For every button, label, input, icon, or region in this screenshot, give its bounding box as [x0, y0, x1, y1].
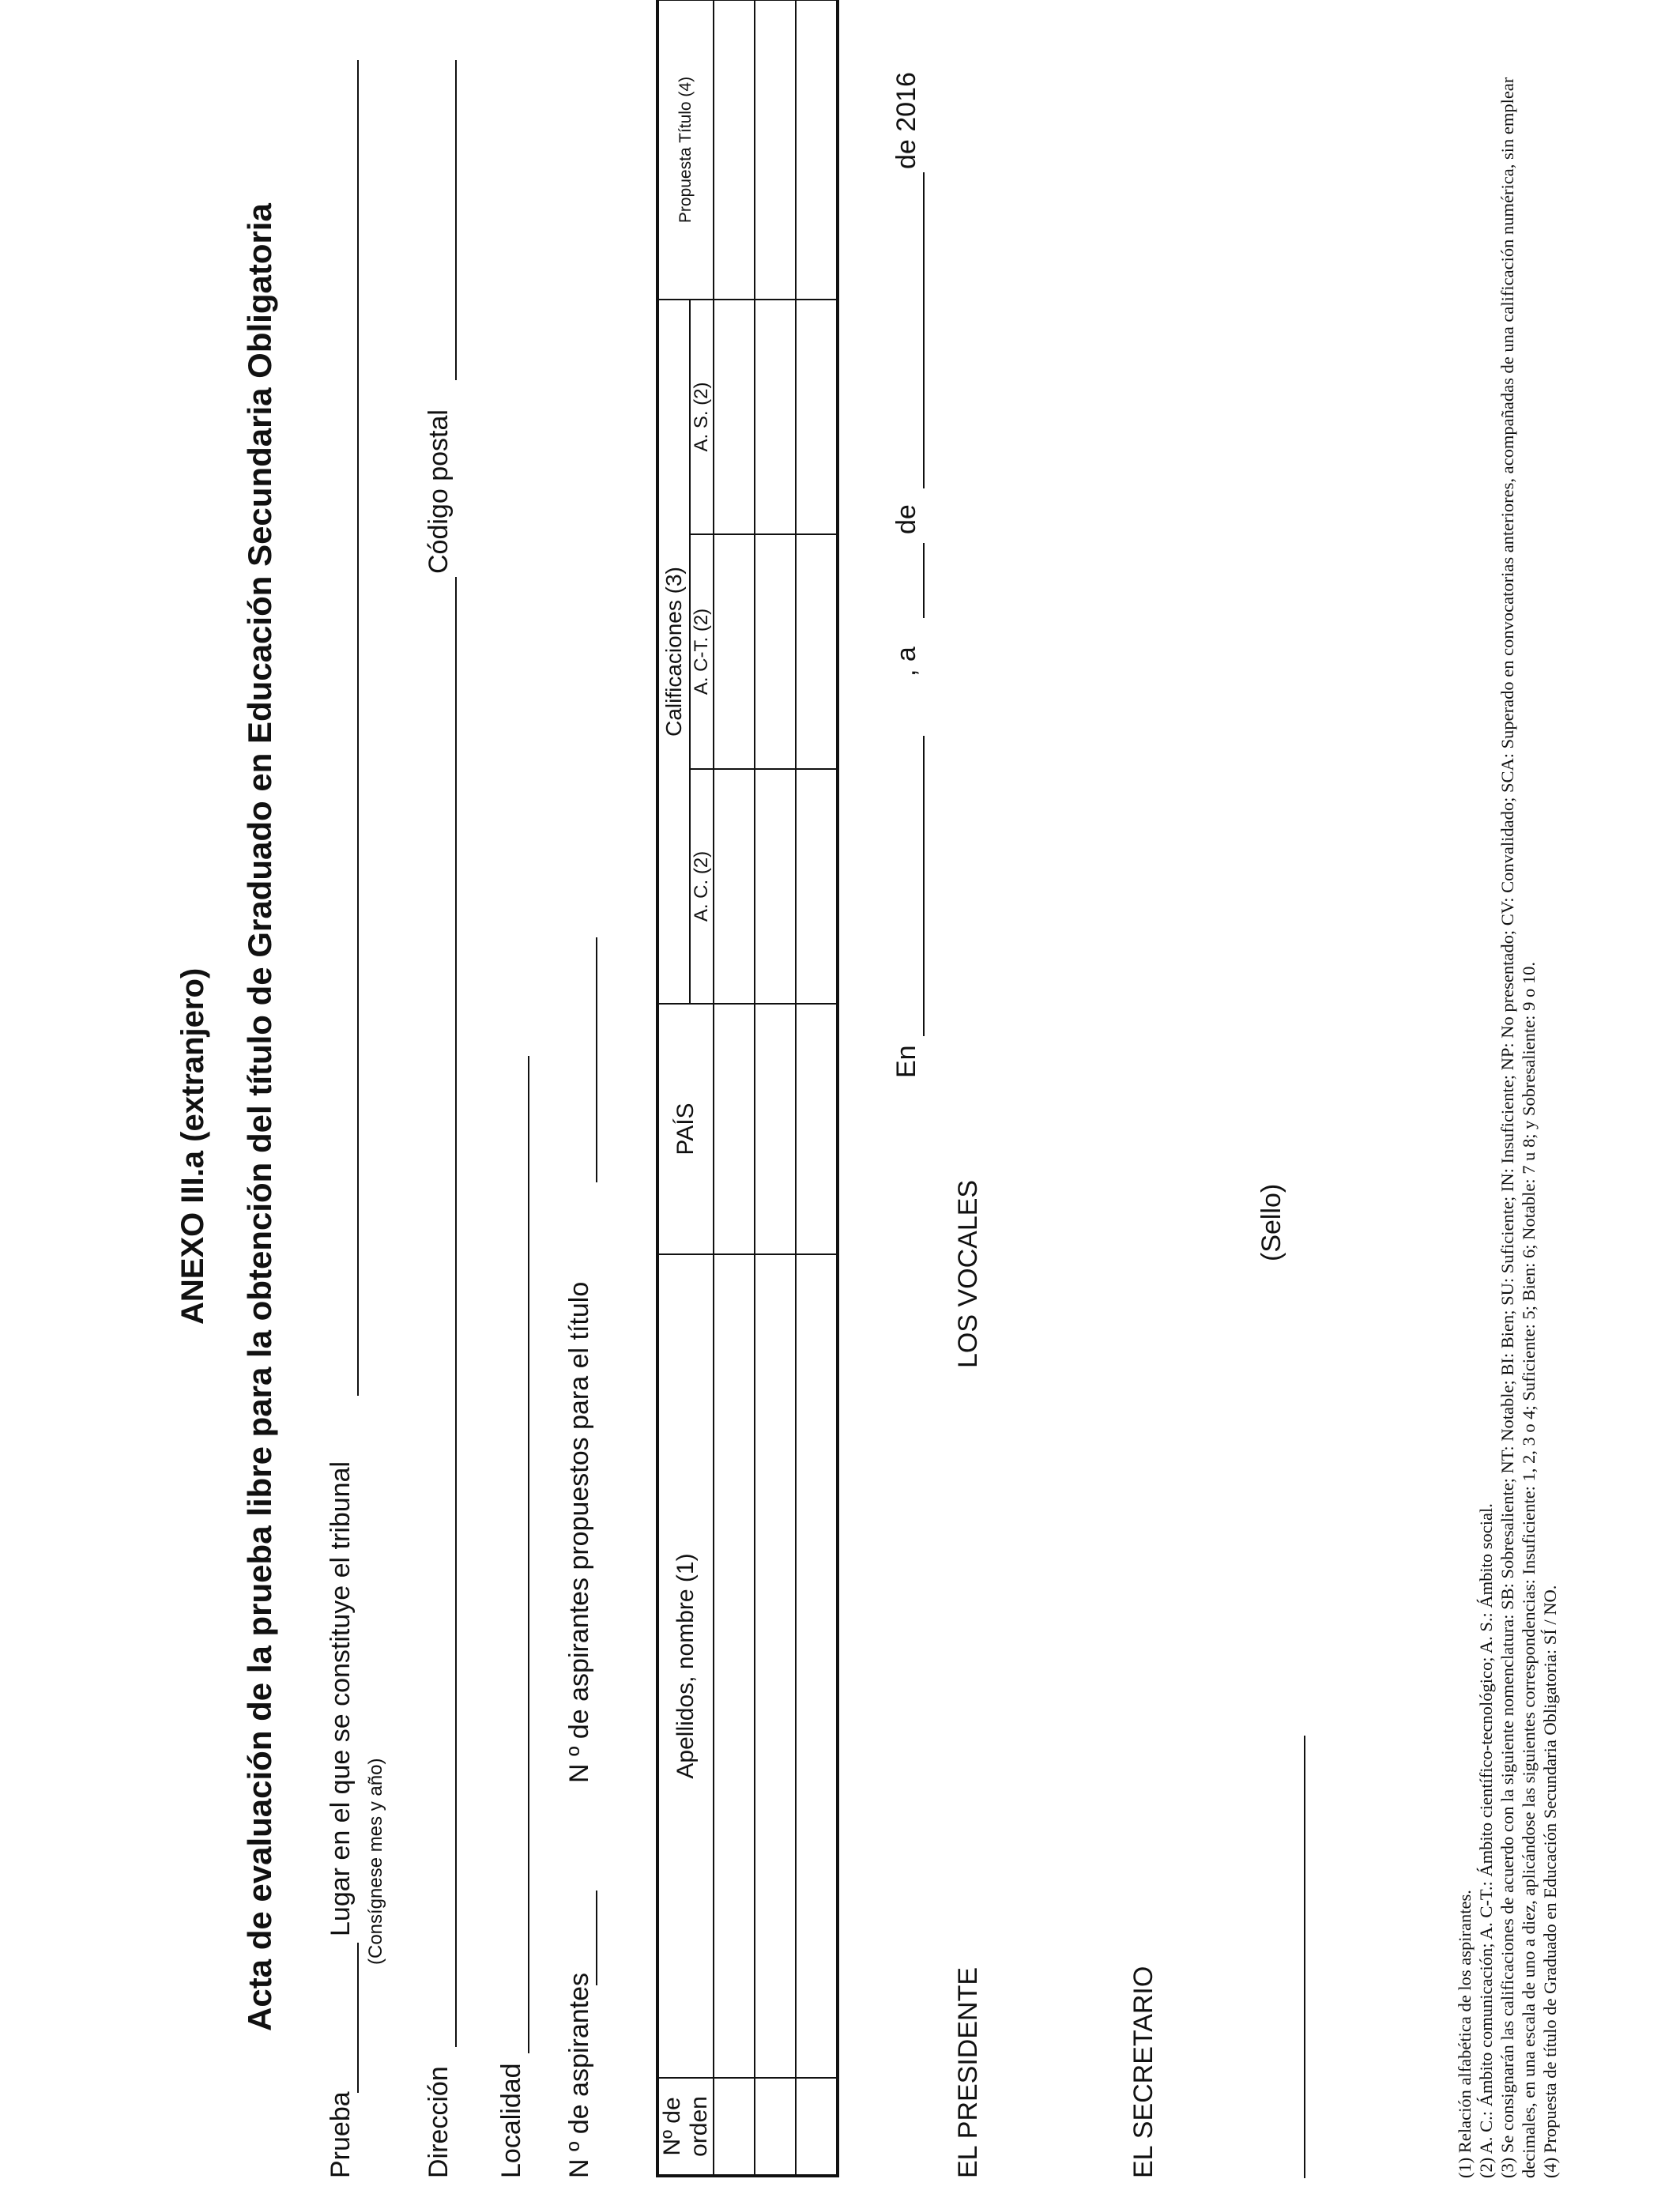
table-cell[interactable] [714, 300, 755, 534]
codigo-postal-field[interactable] [455, 60, 457, 380]
table-cell[interactable] [755, 300, 796, 534]
footnote-4: (4) Propuesta de título de Graduado en Educación Secundaria Obligatoria: SÍ / NO. [1540, 1585, 1560, 2178]
table-row [755, 0, 796, 2176]
evaluation-table [656, 0, 839, 2177]
table-row [796, 0, 838, 2176]
table-cell[interactable] [755, 1004, 796, 1254]
table-cell[interactable] [755, 534, 796, 769]
n-aspirantes-label: N º de aspirantes [564, 1973, 594, 2178]
n-propuestos-label: N º de aspirantes propuestos para el título [564, 1281, 594, 1783]
prueba-label: Prueba [326, 2091, 356, 2178]
direccion-label: Dirección [424, 2066, 454, 2178]
n-aspirantes-field[interactable] [596, 1891, 597, 1985]
col-header-calificaciones: Calificaciones (3) [657, 300, 690, 1004]
table-cell[interactable] [714, 534, 755, 769]
date-place-field[interactable] [923, 736, 925, 1036]
col-header-as: A. S. (2) [690, 300, 714, 534]
table-cell[interactable] [755, 2078, 796, 2176]
table-cell[interactable] [714, 2078, 755, 2176]
localidad-label: Localidad [496, 2063, 526, 2178]
secretario-label: EL SECRETARIO [1128, 1966, 1158, 2178]
table-cell[interactable] [796, 534, 838, 769]
lugar-label: Lugar en el que se constituye el tribunal [326, 1461, 356, 1936]
date-month-field[interactable] [923, 172, 925, 488]
codigo-postal-label: Código postal [424, 409, 454, 574]
footnote-rule [1304, 1736, 1305, 2178]
col-header-propuesta: Propuesta Título (4) [657, 0, 714, 300]
lugar-field[interactable] [357, 60, 359, 1396]
n-propuestos-field[interactable] [596, 937, 597, 1182]
table-cell[interactable] [714, 0, 755, 300]
annex-title: ANEXO III.a (extranjero) [175, 967, 210, 1325]
footnote-3: (3) Se consignarán las calificaciones de acuerdo con la siguiente nomenclatura: SB: Sobresaliente; NT: Notable; BI: Bien; SU: Suficiente; IN: Insuficiente; NP: No presentado; CV: Convalidado; SCA: Superado en convocatorias anteriores, acompañadas de una calificación numérica, sin emplear decimales, en una escala de uno a diez, aplicándose las siguientes correspondencias: Insuficiente: 1, 2, 3 o 4; Suficiente: 5; Bien: 6; Notable: 7 u 8; y Sobresaliente: 9 o 10. [1497, 77, 1539, 2178]
date-day-field[interactable] [923, 543, 925, 618]
prueba-hint: (Consígnese mes y año) [365, 1758, 386, 1965]
date-de-label: de [891, 504, 921, 534]
table-cell[interactable] [796, 0, 838, 300]
table-cell[interactable] [796, 300, 838, 534]
col-header-orden: Nº de orden [657, 2078, 714, 2176]
col-header-ac: A. C. (2) [690, 769, 714, 1004]
prueba-field[interactable] [357, 1943, 359, 2093]
main-title: Acta de evaluación de la prueba libre para la obtención del título de Graduado en Educación Secundaria Obligatoria [241, 203, 278, 2031]
col-header-act: A. C-T. (2) [690, 534, 714, 769]
date-year-label: de 2016 [891, 72, 921, 169]
table-cell[interactable] [714, 1004, 755, 1254]
table-cell[interactable] [796, 1004, 838, 1254]
sello-label: (Sello) [1256, 1183, 1286, 1261]
vocales-label: LOS VOCALES [953, 1179, 983, 1368]
table-cell[interactable] [755, 0, 796, 300]
table-cell[interactable] [796, 769, 838, 1004]
localidad-field[interactable] [528, 1056, 529, 2053]
presidente-label: EL PRESIDENTE [953, 1966, 983, 2178]
table-cell[interactable] [714, 1254, 755, 2078]
date-a-label: , a [891, 647, 921, 677]
direccion-field[interactable] [455, 577, 457, 2047]
col-header-pais: PAÍS [657, 1004, 714, 1254]
date-en-label: En [891, 1045, 921, 1078]
table-row [714, 0, 755, 2176]
footnote-2: (2) A. C.: Ámbito comunicación; A. C-T.: Ámbito científico-tecnológico; A. S.: Ámbito social. [1476, 1503, 1496, 2178]
footnotes [1454, 13, 1561, 2178]
table-cell[interactable] [755, 769, 796, 1004]
table-cell[interactable] [796, 2078, 838, 2176]
table-cell[interactable] [796, 1254, 838, 2078]
table-cell[interactable] [714, 769, 755, 1004]
footnote-1: (1) Relación alfabética de los aspirantes. [1455, 1890, 1475, 2178]
table-cell[interactable] [755, 1254, 796, 2078]
col-header-nombre: Apellidos, nombre (1) [657, 1254, 714, 2078]
